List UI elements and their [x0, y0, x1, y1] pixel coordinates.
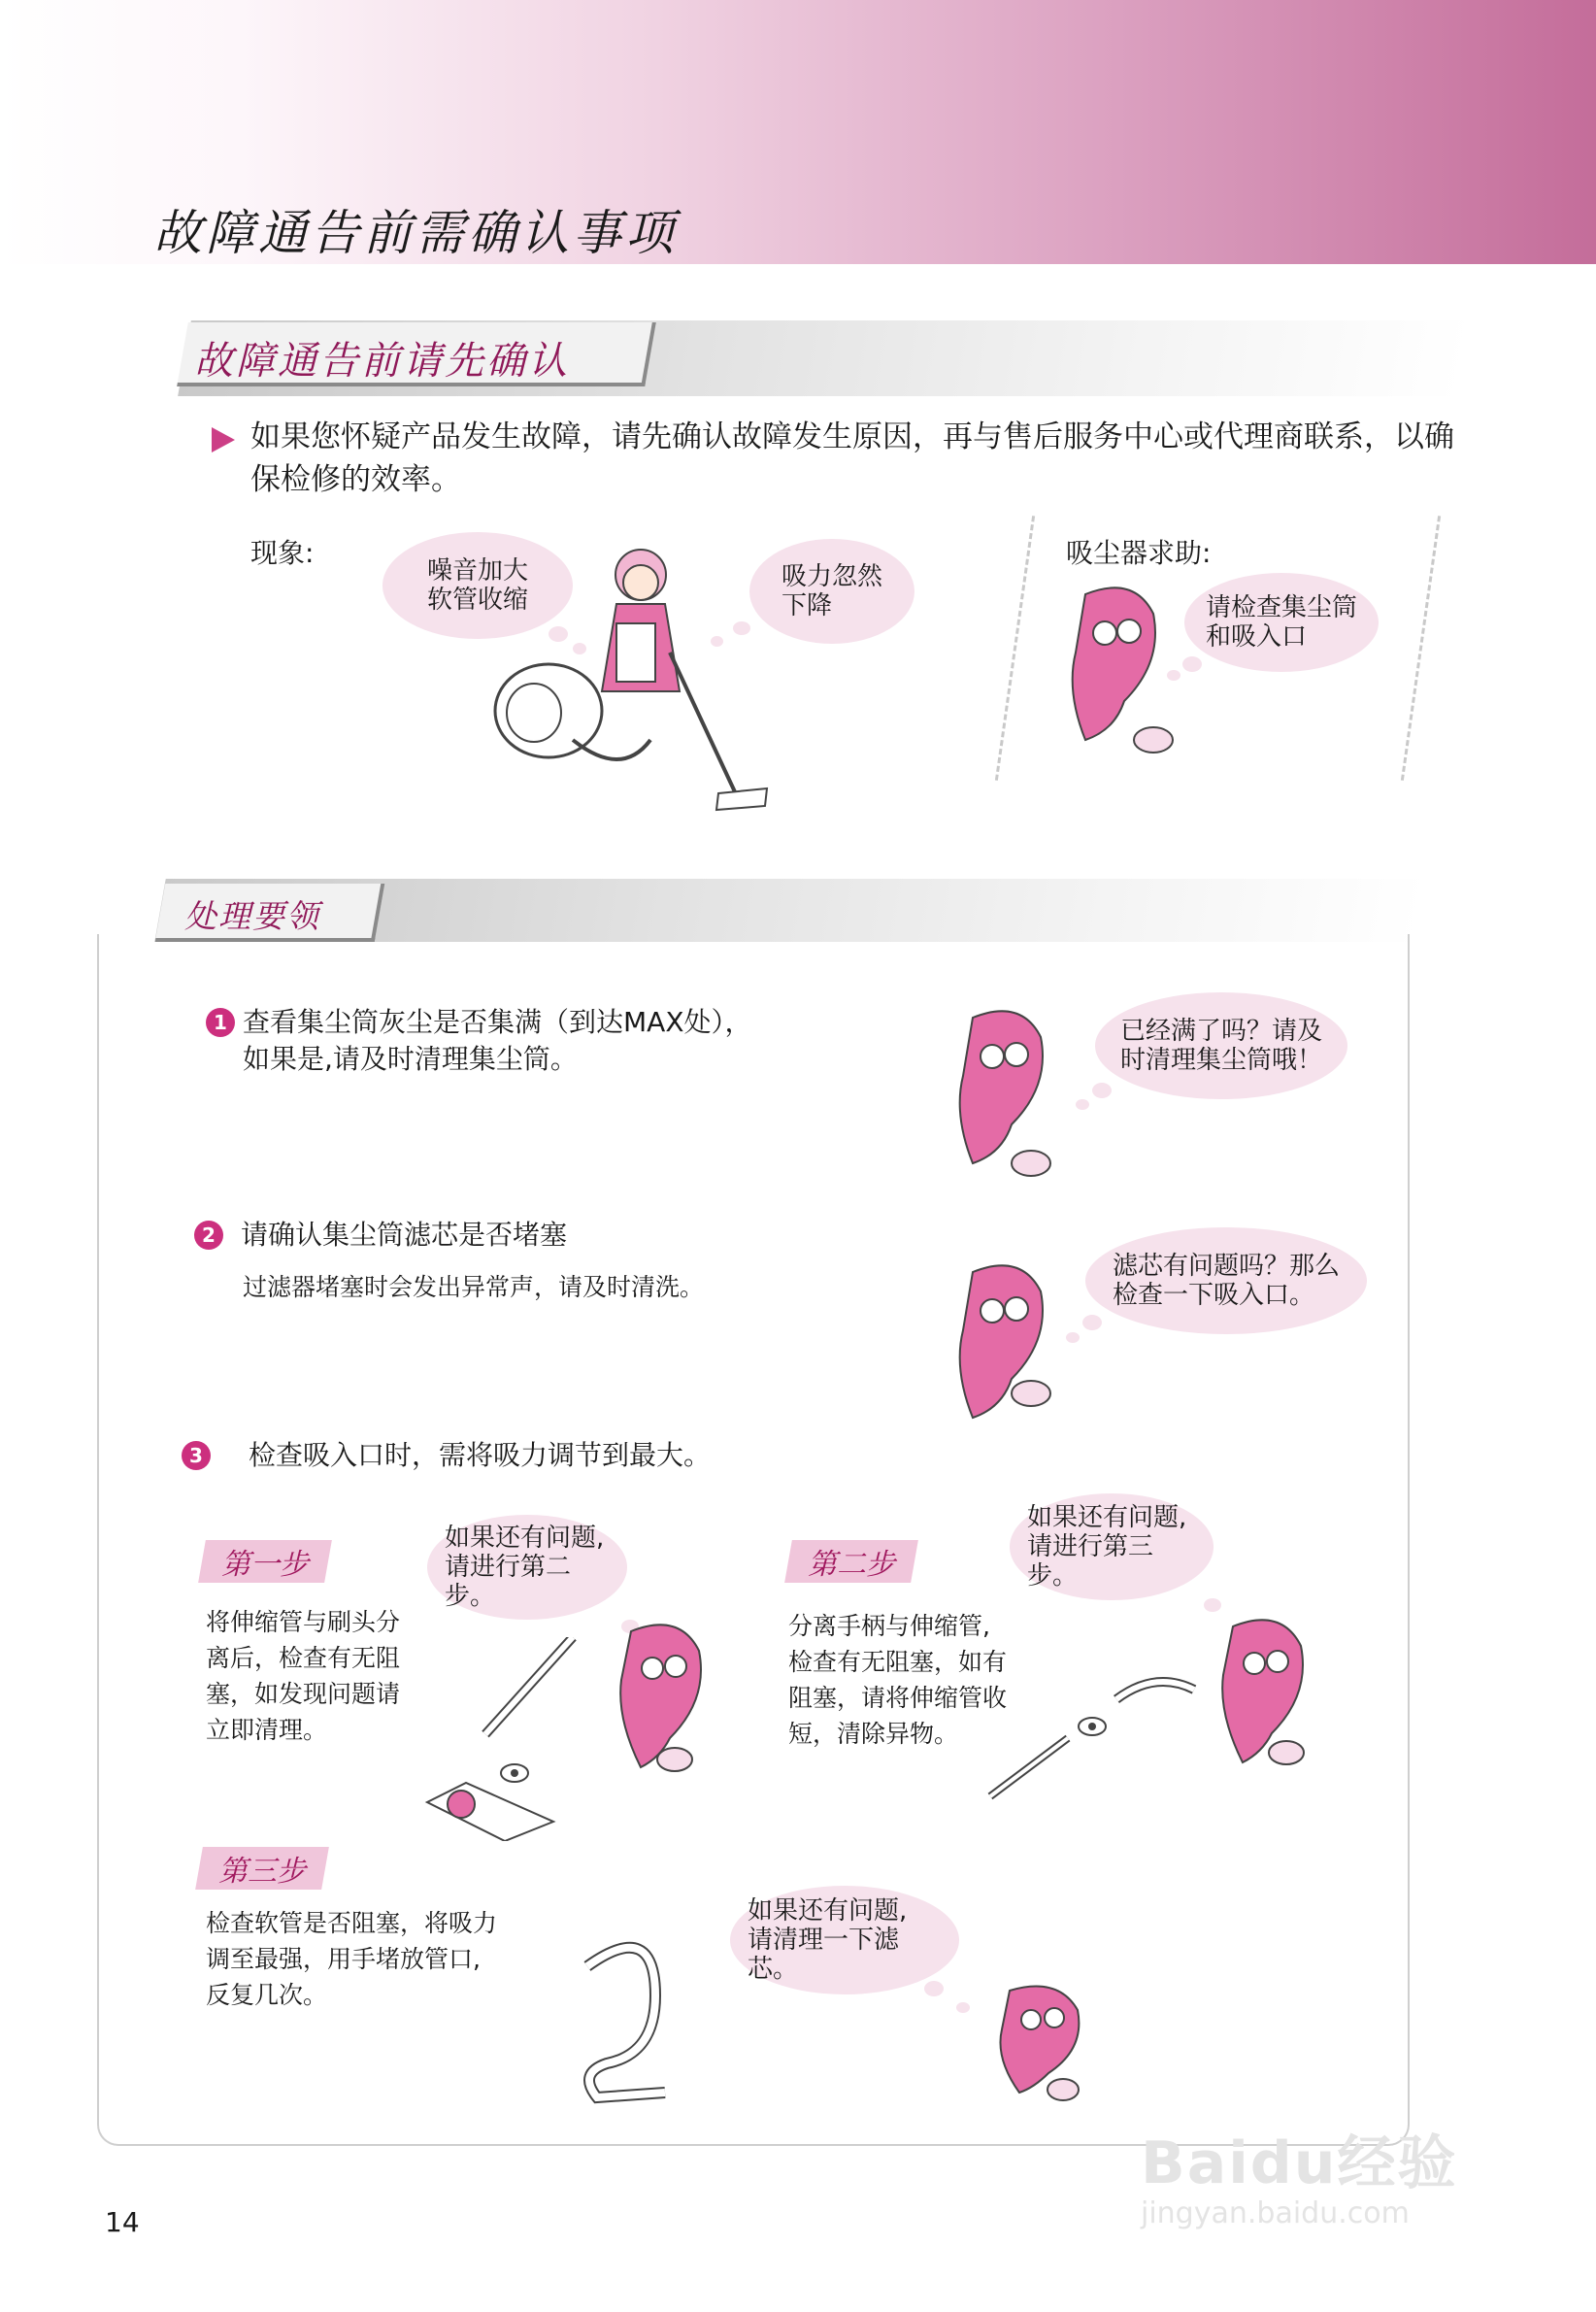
page-number: 14: [105, 2206, 140, 2238]
mascot-icon: [934, 1253, 1080, 1437]
item2-sub: 过滤器堵塞时会发出异常声，请及时清洗。: [243, 1273, 705, 1301]
step2-tag: 第二步: [784, 1540, 918, 1583]
mascot-icon: [934, 998, 1080, 1183]
phenomenon-label: 现象:: [250, 537, 315, 569]
bubble-step3: 如果还有问题, 请清理一下滤芯。: [730, 1886, 959, 1994]
bubble-step1: 如果还有问题, 请进行第二步。: [427, 1515, 627, 1620]
bubble-suction: 吸力忽然 下降: [749, 539, 914, 644]
bubble-item1: 已经满了吗？请及 时清理集尘筒哦！: [1095, 992, 1347, 1099]
number-3-icon: 3: [182, 1441, 211, 1470]
hose-illustration: [568, 1918, 694, 2112]
watermark-url: jingyan.baidu.com: [1141, 2196, 1410, 2230]
mascot-icon: [602, 1612, 738, 1787]
item1-text: 查看集尘筒灰尘是否集满（到达MAX处）， 如果是,请及时清理集尘筒。: [243, 1006, 752, 1075]
woman-vacuum-illustration: [456, 546, 786, 837]
number-2-icon: 2: [194, 1221, 223, 1250]
section2-title: 处理要领: [184, 897, 320, 935]
help-label: 吸尘器求助:: [1066, 537, 1212, 569]
number-1-icon: 1: [206, 1008, 235, 1037]
bubble-help: 请检查集尘筒 和吸入口: [1184, 573, 1379, 672]
step3-tag: 第三步: [195, 1847, 329, 1890]
page-title: 故障通告前需确认事项: [153, 205, 678, 261]
step2-desc: 分离手柄与伸缩管, 检查有无阻塞，如有 阻塞，请将伸缩管收 短，清除异物。: [788, 1612, 1008, 1748]
section1-title: 故障通告前请先确认: [194, 339, 570, 384]
mascot-icon: [1204, 1607, 1349, 1782]
bubble-noise: 噪音加大 软管收缩: [382, 532, 573, 639]
intro-text: 如果您怀疑产品发生故障，请先确认故障发生原因，再与售后服务中心或代理商联系，以确保检修的效率。: [250, 419, 1454, 497]
bullet-triangle-icon: [212, 427, 235, 452]
step3-desc: 检查软管是否阻塞，将吸力 调至最强，用手堵放管口, 反复几次。: [206, 1909, 498, 2009]
mascot-icon: [981, 1981, 1126, 2107]
handle-tube-illustration: [981, 1660, 1204, 1806]
bubble-step2: 如果还有问题, 请进行第三步。: [1010, 1493, 1214, 1600]
item3-text: 检查吸入口时，需将吸力调节到最大。: [249, 1439, 712, 1471]
mascot-icon: [1047, 575, 1192, 759]
item2-text: 请确认集尘筒滤芯是否堵塞: [241, 1219, 568, 1251]
watermark-brand: Baidu经验: [1141, 2129, 1458, 2197]
step1-tag: 第一步: [198, 1540, 332, 1583]
step1-desc: 将伸缩管与刷头分 离后，检查有无阻 塞，如发现问题请 立即清理。: [206, 1608, 401, 1744]
bubble-item2: 滤芯有问题吗？那么 检查一下吸入口。: [1085, 1227, 1367, 1334]
